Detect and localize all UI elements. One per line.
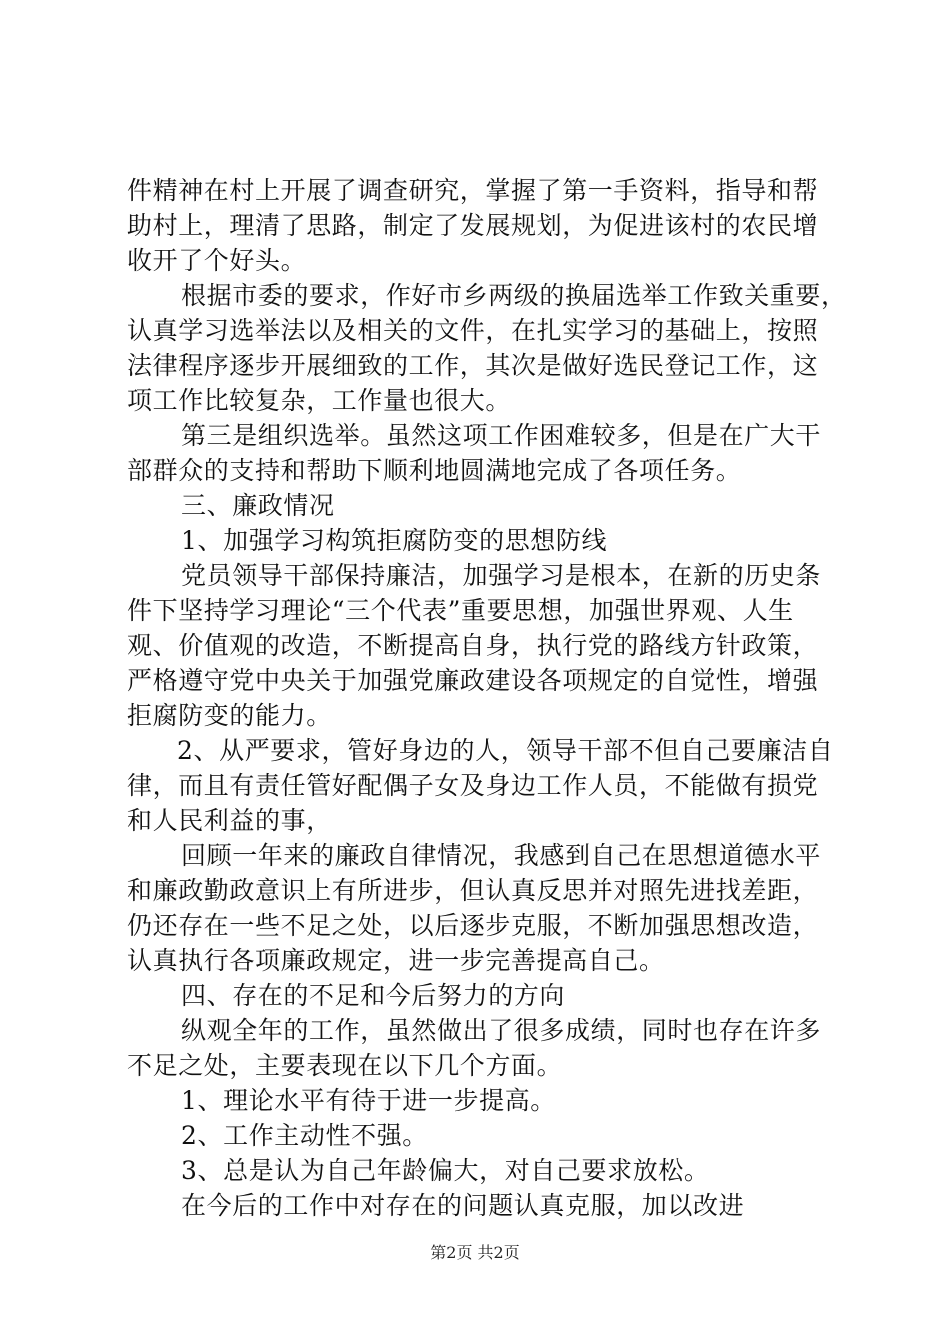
list-item: 1、理论水平有待于进一步提高。: [181, 1086, 556, 1115]
subsection-heading: 1、加强学习构筑拒腐防变的思想防线: [181, 526, 608, 555]
text-line: 和人民利益的事，: [127, 806, 332, 835]
text-line: 不足之处，主要表现在以下几个方面。: [127, 1051, 563, 1080]
list-item: 3、总是认为自己年龄偏大，对自己要求放松。: [181, 1156, 710, 1185]
text-line: 律，而且有责任管好配偶子女及身边工作人员，不能做有损党: [127, 771, 819, 800]
text-line: 项工作比较复杂，工作量也很大。: [127, 386, 512, 415]
section-heading: 四、存在的不足和今后努力的方向: [181, 981, 566, 1010]
text-line: 严格遵守党中央关于加强党廉政建设各项规定的自觉性，增强: [127, 666, 819, 695]
text-line: 认真学习选举法以及相关的文件，在扎实学习的基础上，按照: [127, 316, 819, 345]
text-line: 部群众的支持和帮助下顺利地圆满地完成了各项任务。: [127, 456, 742, 485]
section-heading: 三、廉政情况: [181, 491, 335, 520]
text-line: 仍还存在一些不足之处，以后逐步克服，不断加强思想改造，: [127, 911, 819, 940]
text-line: 第三是组织选举。虽然这项工作困难较多，但是在广大干: [181, 421, 822, 450]
text-line: 党员领导干部保持廉洁，加强学习是根本，在新的历史条: [181, 561, 822, 590]
text-line: 助村上，理清了思路，制定了发展规划，为促进该村的农民增: [127, 211, 819, 240]
text-line: 法律程序逐步开展细致的工作，其次是做好选民登记工作，这: [127, 351, 819, 380]
text-line: 观、价值观的改造，不断提高自身，执行党的路线方针政策，: [127, 631, 819, 660]
text-line: 和廉政勤政意识上有所进步，但认真反思并对照先进找差距，: [127, 876, 819, 905]
list-item: 2、工作主动性不强。: [181, 1121, 428, 1150]
text-line: 在今后的工作中对存在的问题认真克服，加以改进: [181, 1191, 745, 1220]
text-line: 收开了个好头。: [127, 246, 307, 275]
text-line: 纵观全年的工作，虽然做出了很多成绩，同时也存在许多: [181, 1016, 822, 1045]
page-footer: 第2页 共2页: [430, 1243, 520, 1262]
text-line: 件精神在村上开展了调查研究，掌握了第一手资料，指导和帮: [127, 176, 819, 205]
text-line: 认真执行各项廉政规定，进一步完善提高自己。: [127, 946, 665, 975]
text-line: 2、从严要求，管好身边的人，领导干部不但自己要廉洁自: [177, 736, 834, 765]
text-line: 根据市委的要求，作好市乡两级的换届选举工作致关重要，: [181, 281, 847, 310]
text-line: 件下坚持学习理论“三个代表”重要思想，加强世界观、人生: [127, 596, 794, 625]
text-line: 回顾一年来的廉政自律情况，我感到自己在思想道德水平: [181, 841, 822, 870]
text-line: 拒腐防变的能力。: [127, 701, 332, 730]
